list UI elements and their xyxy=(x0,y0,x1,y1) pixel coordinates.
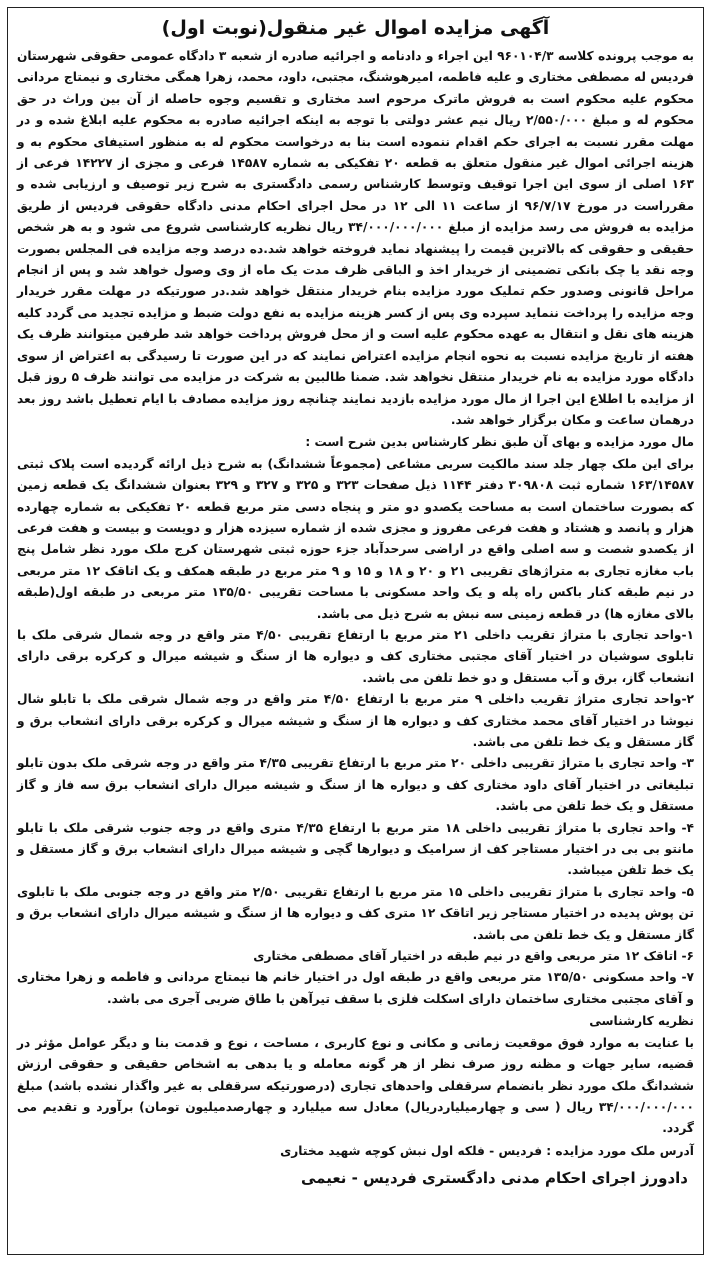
property-heading: مال مورد مزایده و بهای آن طبق نظر کارشناس بدین شرح است : xyxy=(305,435,694,450)
signature-line: دادورز اجرای احکام مدنی دادگستری فردیس - نعیمی xyxy=(300,1169,688,1188)
notice-title: آگهی مزایده اموال غیر منقول(نوبت اول) xyxy=(161,17,550,39)
list-item: ۵- واحد تجاری با متراژ تقریبی داخلی ۱۵ متر مربع با ارتفاع تقریبی ۲/۵۰ متر واقع در وجه جنوبی ملک با تابلوی تن پوش پدیده در اختیار مستاجر زیر اتاقک ۱۲ متری کف و دیواره ها از سنگ و شیشه میرال دارای انشعاب برق و گاز مستقل و یک خط تلفن می باشد. xyxy=(17,884,694,942)
list-item: ۲-واحد تجاری متراژ تقریب داخلی ۹ متر مربع با ارتفاع ۴/۵۰ متر واقع در وجه شمال شرقی ملک با تابلو شال نیوشا در اختیار آقای محمد مختاری کف و دیواره ها از سنگ و شیشه میرال و کرکره برقی دارای انشعاب برق و گاز مستقل و یک خط تلفن می باشد. xyxy=(17,692,694,749)
intro-paragraph: به موجب پرونده کلاسه ۹۶۰۱۰۴/۳ این اجراء و دادنامه و اجرائیه صادره از شعبه ۳ دادگاه عمومی حقوقی شهرستان فردیس له مصطفی مختاری و علیه فاطمه، امیرهوشنگ، مجتبی، داود، محمد، زهرا همگی مختاری و نیمتاج مردانی محکوم علیه محکوم است به فروش ماترک مرحوم اسد مختاری و تقسیم وجوه حاصله از آن بین وراث در حق محکوم له و مبلغ ۲/۵۵۰/۰۰۰ ریال نیم عشر دولتی با توجه به اینکه اجرائیه صادره به محکوم علیه ابلاغ شده و در مهلت مقرر نسبت به اجرای حکم اقدام ننموده است بنا به درخواست محکوم له به منظور استیفای محکوم به و هزینه اجرائی اموال غیر منقول متعلق به قطعه ۲۰ تفکیکی به شماره ۱۴۵۸۷ فرعی و مجزی از ۱۴۲۲۷ فرعی از ۱۶۳ اصلی از سوی این اجرا توقیف وتوسط کارشناس رسمی دادگستری به شرح زیر توصیف و ارزیابی شده و مقرراست در مورخ ۹۶/۷/۱۷ از ساعت ۱۱ الی ۱۲ در محل اجرای احکام مدنی دادگاه حقوقی فردیس از طریق مزایده به فروش می رسد مزایده از مبلغ ۳۴/۰۰۰/۰۰۰/۰۰۰ ریال نظریه کارشناسی شروع می شود و به هر شخص حقیقی و حقوقی که بالاترین قیمت را پیشنهاد نماید فروخته خواهد شد.ده درصد وجه مزایده فی المجلس بصورت وجه نقد یا چک بانکی تضمینی از خریدار اخذ و الباقی ظرف مدت یک ماه از وی وصول خواهد شد و پس از انجام مراحل قانونی وصدور حکم تملیک مورد مزایده بنام خریدار منتقل خواهد شد.در صورتیکه در مهلت مقرر خریدار وجه مزایده را پرداخت ننماید سپرده وی پس از کسر هزینه مزایده به نفع دولت ضبط و مزایده تجدید می گردد کلیه هزینه های نقل و انتقال به عهده محکوم علیه است و از محل فروش پرداخت خواهد شد طرفین میتوانند ظرف یک هفته از تاریخ مزایده نسبت به نحوه انجام مزایده اعتراض نمایند که در این صورت تا رسیدگی به اعتراض از سوی دادگاه مورد مزایده به نام خریدار منتقل نخواهد شد. ضمنا طالبین به شرکت در مزایده می توانند ظرف ۵ روز قبل از مزایده با اطلاع این اجرا از مال مورد مزایده بازدید نمایند چنانچه روز مزایده مصادف با ایام تعطیل باشد روز بعد درهمان ساعت و مکان برگزار خواهد شد. xyxy=(17,49,695,427)
opinion-paragraph: با عنایت به موارد فوق موقعیت زمانی و مکانی و نوع کاربری ، مساحت ، نوع و قدمت بنا و دیگر عوامل مؤثر در قضیه، سایر جهات و مظنه روز صرف نظر از هر گونه معامله و یا بدهی به اشخاص حقیقی و حقوقی ارزش ششدانگ ملک مورد نظر بانضمام سرقفلی واحدهای تجاری (درصورتیکه سرقفلی به غیر واگذار نشده باشد) مبلغ ۳۴/۰۰۰/۰۰۰/۰۰۰ ریال ( سی و چهارمیلیاردریال) معادل سه میلیارد و چهارصدمیلیون تومان) برآورد و تقدیم می گردد. xyxy=(17,1035,694,1136)
property-address: آدرس ملک مورد مزایده : فردیس - فلکه اول نبش کوچه شهید مختاری xyxy=(280,1143,694,1158)
opinion-heading: نظریه کارشناسی xyxy=(589,1014,694,1029)
list-item: ۴- واحد تجاری با متراژ تقریبی داخلی ۱۸ متر مربع با ارتفاع ۴/۳۵ متری واقع در وجه جنوب شرقی ملک با تابلو مانتو بی بی در اختیار مستاجر کف از سرامیک و دیوارها گچی و شیشه میرال دارای انشعاب برق و گاز مستقل و یک خط تلفن میباشد. xyxy=(17,820,694,878)
list-item: ۳- واحد تجاری با متراژ تقریبی داخلی ۲۰ متر مربع با ارتفاع تقریبی ۴/۳۵ متر واقع در وجه شرقی ملک بدون تابلو تبلیغاتی در اختیار آقای داود مختاری کف و دیواره ها از سنگ و شیشه میرال دارای انشعاب برق سه فاز و گاز مستقل و یک خط تلفن می باشد. xyxy=(17,756,694,814)
list-item: ۶- اتاقک ۱۲ متر مربعی واقع در نیم طبقه در اختیار آقای مصطفی مختاری xyxy=(253,949,694,964)
list-item: ۷- واحد مسکونی ۱۳۵/۵۰ متر مربعی واقع در طبقه اول در اختیار خانم ها نیمتاج مردانی و فاطمه و زهرا مختاری و آقای مجتبی مختاری ساختمان دارای اسکلت فلزی با سقف تیرآهن با طاق ضربی آجری می باشد. xyxy=(17,970,694,1006)
list-item: ۱-واحد تجاری با متراژ تقریب داخلی ۲۱ متر مربع با ارتفاع تقریبی ۴/۵۰ متر واقع در وجه شمال شرقی ملک با تابلوی سوشیان در اختیار آقای مجتبی مختاری کف و دیواره ها از سنگ و شیشه میرال و کرکره برقی دارای انشعاب گاز، برق و آب مستقل و دو خط تلفن می باشد. xyxy=(17,627,694,685)
property-description: برای این ملک چهار جلد سند مالکیت سربی مشاعی (مجموعاً ششدانگ) به شرح ذیل ارائه گردیده است پلاک ثبتی ۱۶۳/۱۴۵۸۷ شماره ثبت ۳۰۹۸۰۸ دفتر ۱۱۴۴ ذیل صفحات ۳۲۳ و ۳۲۵ و ۳۲۷ و ۳۲۹ بعنوان ششدانگ یک قطعه زمین که بصورت ساختمان است به مساحت یکصدو دو متر و پنجاه دسی متر مربع قطعه ۲۰ تفکیکی به شماره چهارده هزار و پانصد و هشتاد و هفت فرعی مفروز و مجزی شده از شماره سیزده هزار و دویست و بیست و هفت فرعی از یکصدو شصت و سه اصلی واقع در اراضی سرحدآباد جزء حوزه ثبتی شهرستان کرج ملک مورد نظر شامل پنج باب مغازه تجاری به متراژهای تقریبی ۲۱ و ۲۰ و ۱۸ و ۱۵ و ۹ متر مربع در طبقه همکف و یک اتاقک ۱۲ متر مربعی در نیم طبقه کنار باکس راه پله و یک واحد مسکونی با مساحت تقریبی ۱۳۵/۵۰ متر مربعی در طبقه اول(طبقه بالای مغازه ها) در قطعه زمینی سه نبش به شرح ذیل می باشد. xyxy=(17,456,695,621)
auction-notice xyxy=(7,7,704,1255)
